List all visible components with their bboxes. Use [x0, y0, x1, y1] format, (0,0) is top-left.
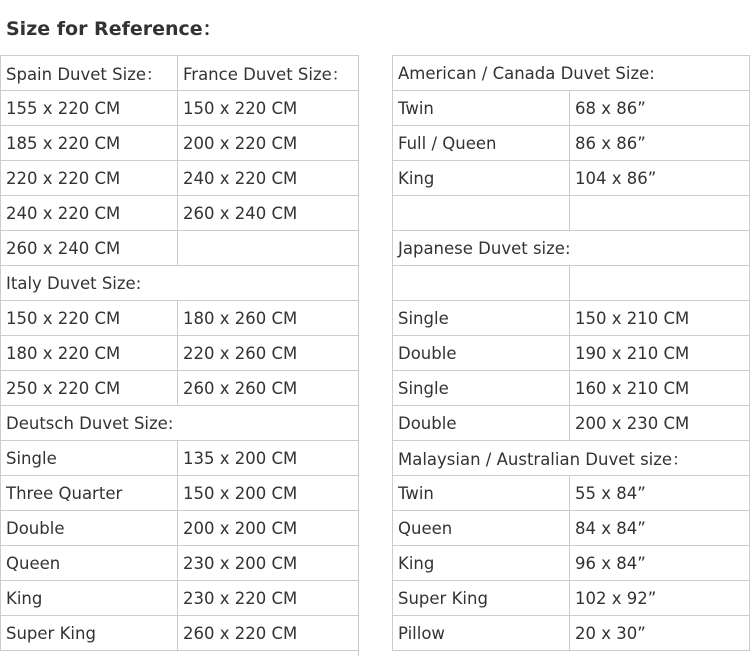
table-row	[393, 511, 750, 546]
size-label-cell	[393, 266, 570, 301]
table-row	[1, 441, 359, 476]
size-value-cell	[570, 196, 750, 231]
table-row	[393, 91, 750, 126]
size-value-cell: 68 x 86”	[570, 91, 750, 126]
size-value-cell: 260 x 260 CM	[178, 371, 359, 406]
table-row	[1, 196, 359, 231]
table-row	[393, 266, 750, 301]
size-label-cell: Super King	[1, 616, 178, 651]
size-value-cell: 260 x 240 CM	[178, 196, 359, 231]
size-label-cell: King	[393, 546, 570, 581]
table-row	[1, 581, 359, 616]
size-value-cell: 180 x 260 CM	[178, 301, 359, 336]
section-header-cell: Japanese Duvet size:	[393, 231, 750, 266]
table-row	[393, 336, 750, 371]
size-label-cell: 220 x 220 CM	[1, 161, 178, 196]
size-value-cell: 160 x 210 CM	[570, 371, 750, 406]
section-header-cell: American / Canada Duvet Size:	[393, 56, 750, 91]
table-row	[1, 406, 359, 441]
size-label-cell: 260 x 240 CM	[1, 231, 178, 266]
size-value-cell: 84 x 84”	[570, 511, 750, 546]
size-label-cell: Twin	[393, 91, 570, 126]
table-row	[393, 301, 750, 336]
size-value-cell: 102 x 92”	[570, 581, 750, 616]
size-label-cell: Double	[393, 406, 570, 441]
size-value-cell: 135 x 200 CM	[178, 441, 359, 476]
size-value-cell: 150 x 210 CM	[570, 301, 750, 336]
size-value-cell: 150 x 220 CM	[178, 91, 359, 126]
size-label-cell: Queen	[1, 546, 178, 581]
size-label-cell: Single	[393, 371, 570, 406]
size-label-cell: Single	[1, 441, 178, 476]
table-row	[393, 616, 750, 651]
size-value-cell: 230 x 200 CM	[178, 546, 359, 581]
table-row	[393, 371, 750, 406]
table-row	[393, 476, 750, 511]
table-row	[393, 546, 750, 581]
size-label-cell: 185 x 220 CM	[1, 126, 178, 161]
table-row	[1, 476, 359, 511]
size-label-cell	[393, 196, 570, 231]
table-row	[1, 616, 359, 651]
size-value-cell: France Duvet Size：	[178, 56, 359, 91]
size-label-cell: Queen	[393, 511, 570, 546]
size-value-cell: 230 x 220 CM	[178, 581, 359, 616]
size-table-right	[392, 55, 750, 651]
table-row	[1, 161, 359, 196]
table-gap	[358, 55, 393, 656]
size-value-cell	[570, 266, 750, 301]
size-value-cell: 55 x 84”	[570, 476, 750, 511]
page-title: Size for Reference：	[6, 18, 222, 40]
size-label-cell: 240 x 220 CM	[1, 196, 178, 231]
table-row	[393, 56, 750, 91]
size-label-cell: Spain Duvet Size：	[1, 56, 178, 91]
size-value-cell: 150 x 200 CM	[178, 476, 359, 511]
size-label-cell: Full / Queen	[393, 126, 570, 161]
size-table-left	[0, 55, 359, 651]
size-label-cell: 250 x 220 CM	[1, 371, 178, 406]
size-value-cell: 104 x 86”	[570, 161, 750, 196]
size-value-cell: 20 x 30”	[570, 616, 750, 651]
table-row	[1, 231, 359, 266]
table-row	[1, 91, 359, 126]
size-label-cell: Double	[393, 336, 570, 371]
size-label-cell: Twin	[393, 476, 570, 511]
size-value-cell: 200 x 230 CM	[570, 406, 750, 441]
size-label-cell: King	[393, 161, 570, 196]
table-row	[1, 56, 359, 91]
table-row	[1, 371, 359, 406]
size-value-cell: 190 x 210 CM	[570, 336, 750, 371]
table-row	[1, 336, 359, 371]
size-value-cell: 96 x 84”	[570, 546, 750, 581]
table-row	[393, 406, 750, 441]
size-value-cell: 240 x 220 CM	[178, 161, 359, 196]
table-row	[393, 441, 750, 476]
table-row	[393, 126, 750, 161]
size-label-cell: Super King	[393, 581, 570, 616]
table-row	[1, 301, 359, 336]
size-label-cell: 150 x 220 CM	[1, 301, 178, 336]
size-label-cell: 155 x 220 CM	[1, 91, 178, 126]
table-row	[1, 126, 359, 161]
size-label-cell: Three Quarter	[1, 476, 178, 511]
section-header-cell: Italy Duvet Size:	[1, 266, 359, 301]
table-row	[1, 266, 359, 301]
size-value-cell: 260 x 220 CM	[178, 616, 359, 651]
size-label-cell: King	[1, 581, 178, 616]
section-header-cell: Deutsch Duvet Size:	[1, 406, 359, 441]
table-row	[393, 581, 750, 616]
table-row	[393, 196, 750, 231]
size-label-cell: Pillow	[393, 616, 570, 651]
table-row	[1, 511, 359, 546]
table-row	[393, 231, 750, 266]
size-value-cell: 220 x 260 CM	[178, 336, 359, 371]
size-value-cell	[178, 231, 359, 266]
size-label-cell: 180 x 220 CM	[1, 336, 178, 371]
size-label-cell: Single	[393, 301, 570, 336]
table-row	[1, 546, 359, 581]
section-header-cell: Malaysian / Australian Duvet size：	[393, 441, 750, 476]
table-row	[393, 161, 750, 196]
size-value-cell: 200 x 200 CM	[178, 511, 359, 546]
size-value-cell: 200 x 220 CM	[178, 126, 359, 161]
size-label-cell: Double	[1, 511, 178, 546]
size-value-cell: 86 x 86”	[570, 126, 750, 161]
